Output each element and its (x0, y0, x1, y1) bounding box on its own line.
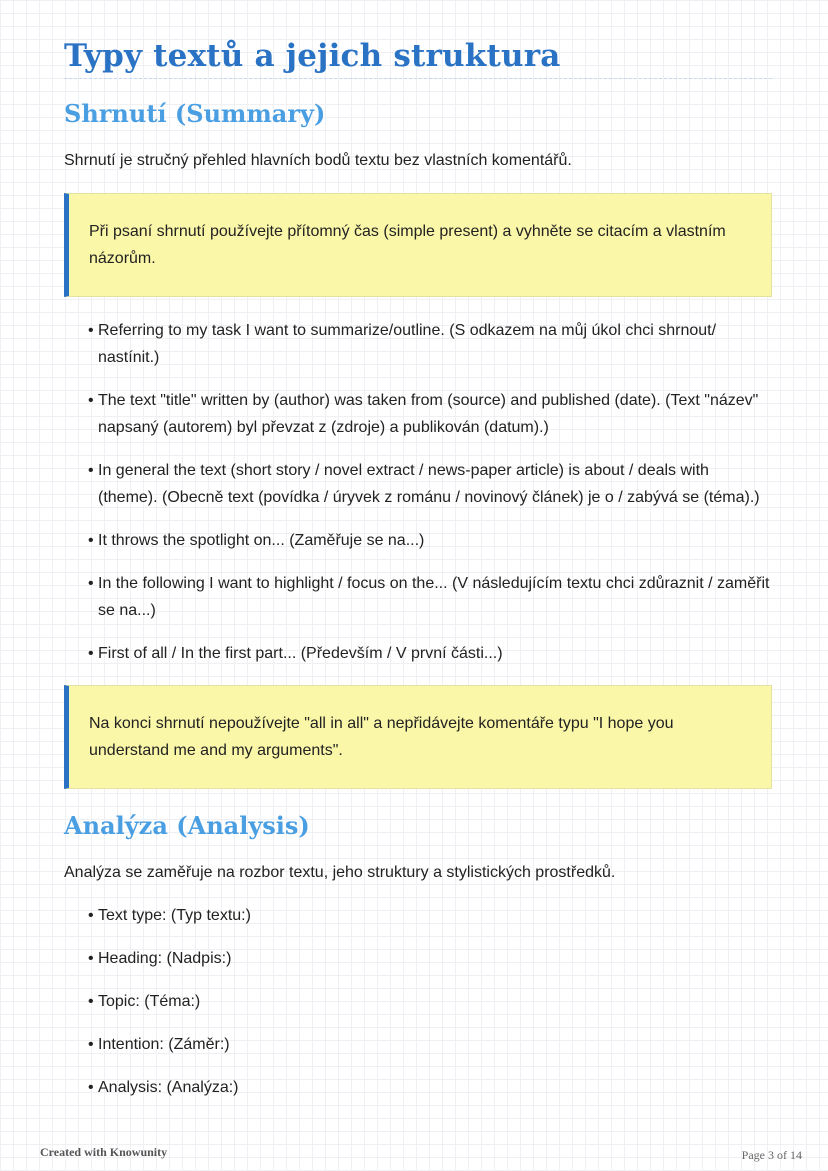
bullet-icon: • (88, 907, 94, 924)
page-title: Typy textů a jejich struktura (64, 38, 772, 79)
summary-warning-text: Na konci shrnutí nepoužívejte "all in all" a nepřidávejte komentáře typu "I hope you understand me and my arguments". (89, 715, 674, 759)
section-heading-summary: Shrnutí (Summary) (64, 99, 326, 128)
bullet-icon: • (88, 1079, 94, 1096)
list-item: • Analysis: (Analýza:) (88, 1074, 772, 1101)
list-item: • Intention: (Záměr:) (88, 1031, 772, 1058)
summary-intro: Shrnutí je stručný přehled hlavních bodů textu bez vlastních komentářů. (64, 152, 572, 169)
analysis-intro: Analýza se zaměřuje na rozbor textu, jeho struktury a stylistických prostředků. (64, 864, 616, 881)
bullet-icon: • (88, 532, 94, 549)
footer-page-number: Page 3 of 14 (741, 1148, 802, 1162)
summary-warning-callout (64, 685, 772, 789)
bullet-icon: • (88, 993, 94, 1010)
bullet-icon: • (88, 575, 94, 592)
summary-phrase-list (64, 317, 772, 667)
list-item: • It throws the spotlight on... (Zaměřuje se na...) (88, 527, 772, 554)
analysis-list (64, 902, 772, 1101)
bullet-icon: • (88, 392, 94, 409)
page-content (64, 38, 772, 1117)
bullet-icon: • (88, 1036, 94, 1053)
section-heading-analysis: Analýza (Analysis) (64, 811, 310, 840)
list-item: • Text type: (Typ textu:) (88, 902, 772, 929)
list-item: • First of all / In the first part... (Především / V první části...) (88, 640, 772, 667)
list-item: • The text "title" written by (author) was taken from (source) and published (date). (Text "název" napsaný (autorem) byl převzat z (zdroje) a publikován (datum).) (88, 387, 772, 441)
bullet-icon: • (88, 950, 94, 967)
summary-tip-text: Při psaní shrnutí používejte přítomný čas (simple present) a vyhněte se citacím a vlastním názorům. (89, 223, 726, 267)
list-item: • Heading: (Nadpis:) (88, 945, 772, 972)
list-item: • Referring to my task I want to summarize/outline. (S odkazem na můj úkol chci shrnout/ nastínit.) (88, 317, 772, 371)
list-item: • In the following I want to highlight / focus on the... (V následujícím textu chci zdůraznit / zaměřit se na...) (88, 570, 772, 624)
bullet-icon: • (88, 462, 94, 479)
list-item: • In general the text (short story / novel extract / news-paper article) is about / deals with (theme). (Obecně text (povídka / úryvek z románu / novinový článek) je o / zabývá se (téma).) (88, 457, 772, 511)
bullet-icon: • (88, 322, 94, 339)
list-item: • Topic: (Téma:) (88, 988, 772, 1015)
footer-credit: Created with Knowunity (40, 1145, 168, 1159)
summary-tip-callout (64, 193, 772, 297)
bullet-icon: • (88, 645, 94, 662)
